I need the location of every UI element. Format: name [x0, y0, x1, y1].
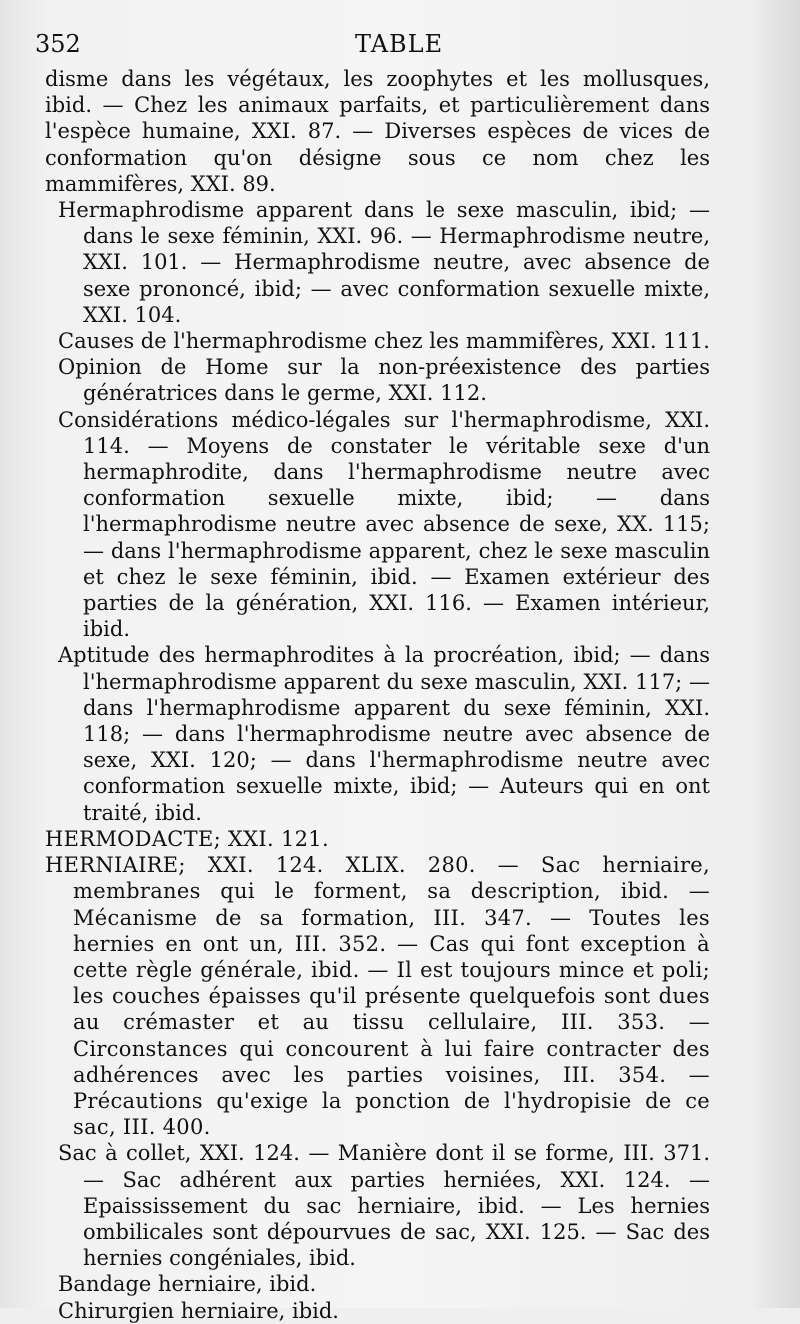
index-entry: Sac à collet, XXI. 124. — Manière dont il se forme, III. 371. — Sac adhérent aux parties herniées, XXI. 124. — Epaississement du sac herniaire, ibid. — Les hernies ombilicales sont dépourvues de sac, XXI. 125. — Sac des hernies congéniales, ibid. [58, 1141, 710, 1271]
index-entry: Bandage herniaire, ibid. [58, 1272, 317, 1297]
index-entry: Chirurgien herniaire, ibid. [58, 1298, 339, 1323]
page-header [35, 30, 770, 66]
index-body [45, 66, 710, 1324]
running-head: TABLE [355, 30, 444, 58]
index-entry: Hermaphrodisme apparent dans le sexe masculin, ibid; — dans le sexe féminin, XXI. 96. — Hermaphrodisme neutre, XXI. 101. — Hermaphrodisme neutre, avec absence de sexe prononcé, ibid; — avec conformation sexuelle mixte, XXI. 104. [58, 198, 710, 327]
index-entry: Opinion de Home sur la non-préexistence des parties génératrices dans le germe, XXI. 112. [58, 355, 710, 406]
index-entry: Causes de l'hermaphrodisme chez les mammifères, XXI. 111. [58, 329, 710, 354]
index-entry: Aptitude des hermaphrodites à la procréation, ibid; — dans l'hermaphrodisme apparent du sexe masculin, XXI. 117; — dans l'hermaphrodisme apparent du sexe féminin, XXI. 118; — dans l'hermaphrodisme neutre avec absence de sexe, XXI. 120; — dans l'hermaphrodisme neutre avec conformation sexuelle mixte, ibid; — Auteurs qui en ont traité, ibid. [58, 643, 710, 825]
index-entry-continuation: disme dans les végétaux, les zoophytes et les mollusques, ibid. — Chez les animaux parfaits, et particulièrement dans l'espèce humaine, XXI. 87. — Diverses espèces de vices de conformation qu'on désigne sous ce nom chez les mammifères, XXI. 89. [45, 67, 710, 196]
index-entry: Considérations médico-légales sur l'hermaphrodisme, XXI. 114. — Moyens de constater le véritable sexe d'un hermaphrodite, dans l'hermaphrodisme neutre avec conformation sexuelle mixte, ibid; — dans l'hermaphrodisme neutre avec absence de sexe, XX. 115; — dans l'hermaphrodisme apparent, chez le sexe masculin et chez le sexe féminin, ibid. — Examen extérieur des parties de la génération, XXI. 116. — Examen intérieur, ibid. [58, 407, 710, 642]
page-number: 352 [35, 30, 81, 58]
index-headword-entry: HERMODACTE; XXI. 121. [45, 826, 329, 851]
index-headword-entry: HERNIAIRE; XXI. 124. XLIX. 280. — Sac herniaire, membranes qui le forment, sa description, ibid. — Mécanisme de sa formation, III. 347. — Toutes les hernies en ont un, III. 352. — Cas qui font exception à cette règle générale, ibid. — Il est toujours mince et poli; les couches épaisses qu'il présente quelquefois sont dues au crémaster et au tissu cellulaire, III. 353. — Circonstances qui concourent à lui faire contracter des adhérences avec les parties voisines, III. 354. — Précautions qu'exige la ponction de l'hydropisie de ce sac, III. 400. [45, 853, 710, 1140]
